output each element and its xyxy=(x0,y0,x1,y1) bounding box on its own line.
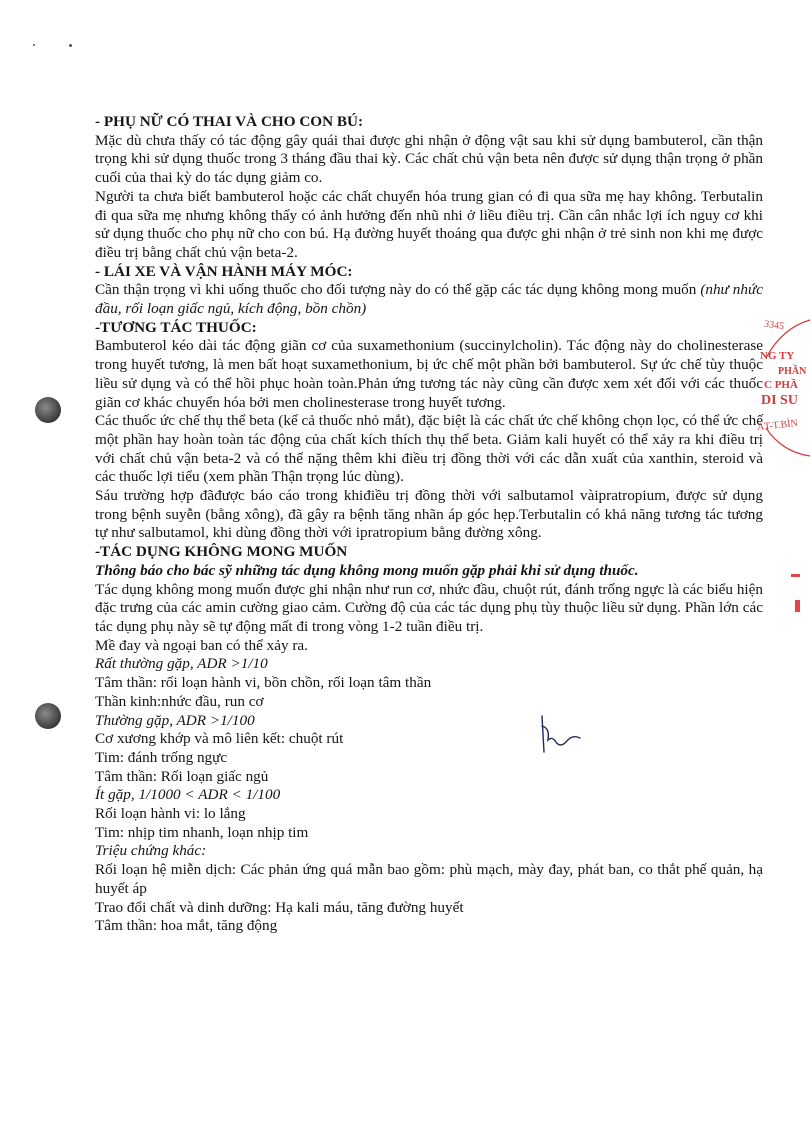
list-item: Tâm thần: hoa mắt, tăng động xyxy=(95,917,278,935)
frequency-heading: Ít gặp, 1/1000 < ADR < 1/100 xyxy=(95,786,281,804)
paragraph xyxy=(95,281,763,318)
frequency-heading: Thường gặp, ADR >1/100 xyxy=(95,711,255,729)
list-item: Thần kinh:nhức đầu, run cơ xyxy=(95,692,264,710)
list-item: Tim: đánh trống ngực xyxy=(95,748,228,766)
list-item: Tim: nhịp tim nhanh, loạn nhịp tim xyxy=(95,823,309,841)
signature-scribble xyxy=(536,712,586,756)
paragraph: Người ta chưa biết bambuterol hoặc các chất chuyển hóa trung gian có đi qua sữa mẹ hay không. Terbutalin đi qua sữa mẹ nhưng không thấy có ảnh hưởng đến nhũ nhi ở liều điều trị. Cần cân nhắc lợi ích nguy cơ khi sử dụng thuốc cho phụ nữ cho con bú. Hạ đường huyết thoáng qua được ghi nhận ở trẻ sinh non khi mẹ được điều trị bằng chất chủ vận beta-2. xyxy=(95,187,763,261)
stamp-text: ÁT-T.BÌN xyxy=(756,417,799,434)
stamp-text: PHẦN xyxy=(778,366,807,377)
paragraph-italic-text: (như nhức đầu, rối loạn giấc ngủ, kích động, bồn chồn) xyxy=(95,281,764,318)
list-item: Tâm thần: Rối loạn giấc ngủ xyxy=(95,767,269,785)
paragraph: Tác dụng không mong muốn được ghi nhận như run cơ, nhức đầu, chuột rút, đánh trống ngực là các biểu hiện đặc trưng của các amin cường giao cảm. Cường độ của các tác dụng phụ tùy thuộc liều sử dụng. Phần lớn các tác dụng phụ này sẽ tự động mất đi trong vòng 1-2 tuần điều trị. xyxy=(95,580,763,635)
heading-side-effects: -TÁC DỤNG KHÔNG MONG MUỐN xyxy=(95,543,348,561)
scan-speck xyxy=(33,44,35,46)
stamp-fragment xyxy=(791,574,800,577)
list-item: Rối loạn hành vi: lo lắng xyxy=(95,805,246,823)
paragraph-text: Cần thận trọng vì khi uống thuốc cho đối tượng này do có thể gặp các tác dụng không mong muốn xyxy=(95,281,701,299)
list-item: Cơ xương khớp và mô liên kết: chuột rút xyxy=(95,730,344,748)
paragraph: Các thuốc ức chế thụ thể beta (kể cả thuốc nhỏ mắt), đặc biệt là các chất ức chế không chọn lọc, có thể ức chế một phần hay hoàn toàn tác động của chất kích thích thụ thể beta. Giảm kali huyết có thể xảy ra khi điều trị với chất chủ vận beta-2 và có thể nặng thêm khi điều trị đồng thời với các dẫn xuất của xanthin, steroid và các thuốc lợi tiểu (xem phần Thận trọng lúc dùng). xyxy=(95,412,763,486)
paragraph: Bambuterol kéo dài tác động giãn cơ của suxamethonium (succinylcholin). Tác động này do cholinesterase trong huyết tương, là men bất hoạt suxamethonium, bị ức chế một phần bởi bambuterol. Sự ức chế tùy thuộc liều sử dụng và có thể hồi phục hoàn toàn.Phản ứng tương tác này cũng cần được xem xét đối với các thuốc giãn cơ khác chuyển hóa bởi men cholinesterase trong huyết tương. xyxy=(95,337,763,411)
paragraph: Mề đay và ngoại ban có thể xảy ra. xyxy=(95,636,308,654)
frequency-heading: Rất thường gặp, ADR >1/10 xyxy=(95,655,268,673)
company-stamp xyxy=(752,318,812,458)
punch-hole xyxy=(35,703,61,729)
list-item: Trao đổi chất và dinh dưỡng: Hạ kali máu, tăng đường huyết xyxy=(95,898,464,916)
stamp-fragment xyxy=(795,600,800,612)
stamp-text: NG TY xyxy=(760,350,795,362)
heading-pregnancy: - PHỤ NỮ CÓ THAI VÀ CHO CON BÚ: xyxy=(95,113,364,130)
list-item: Rối loạn hệ miễn dịch: Các phản ứng quá mẫn bao gồm: phù mạch, mày đay, phát ban, co thắt phế quản, hạ huyết áp xyxy=(95,861,763,897)
paragraph: Sáu trường hợp đãđược báo cáo trong khiđiều trị đồng thời với salbutamol vàipratropium, được sử dụng trong bệnh suyễn (bằng xông), đã gây ra bệnh tăng nhãn áp góc hẹp.Terbutalin có khả năng tương tác tương tự như salbutamol, khi dùng đồng thời với ipratropium bằng đường xông. xyxy=(95,487,763,542)
heading-interactions: -TƯƠNG TÁC THUỐC: xyxy=(95,318,257,336)
frequency-heading: Triệu chứng khác: xyxy=(95,842,207,860)
scan-speck xyxy=(69,44,72,47)
paragraph: Mặc dù chưa thấy có tác động gây quái thai được ghi nhận ở động vật sau khi sử dụng bambuterol, cần thận trọng khi sử dụng thuốc trong 3 tháng đầu thai kỳ. Các chất chủ vận beta nên được sử dụng thận trọng ở phần cuối của thai kỳ do tác dụng giảm co. xyxy=(95,131,763,187)
stamp-text: DI SU xyxy=(761,393,798,408)
notice-line: Thông báo cho bác sỹ những tác dụng không mong muốn gặp phải khi sử dụng thuốc. xyxy=(95,561,639,579)
heading-driving: - LÁI XE VÀ VẬN HÀNH MÁY MÓC: xyxy=(95,262,353,280)
document-body xyxy=(95,113,763,936)
stamp-text: 3345 xyxy=(763,318,785,333)
stamp-text: C PHẦ xyxy=(764,379,798,391)
list-item: Tâm thần: rối loạn hành vi, bồn chồn, rối loạn tâm thần xyxy=(95,674,432,692)
punch-hole xyxy=(35,397,61,423)
